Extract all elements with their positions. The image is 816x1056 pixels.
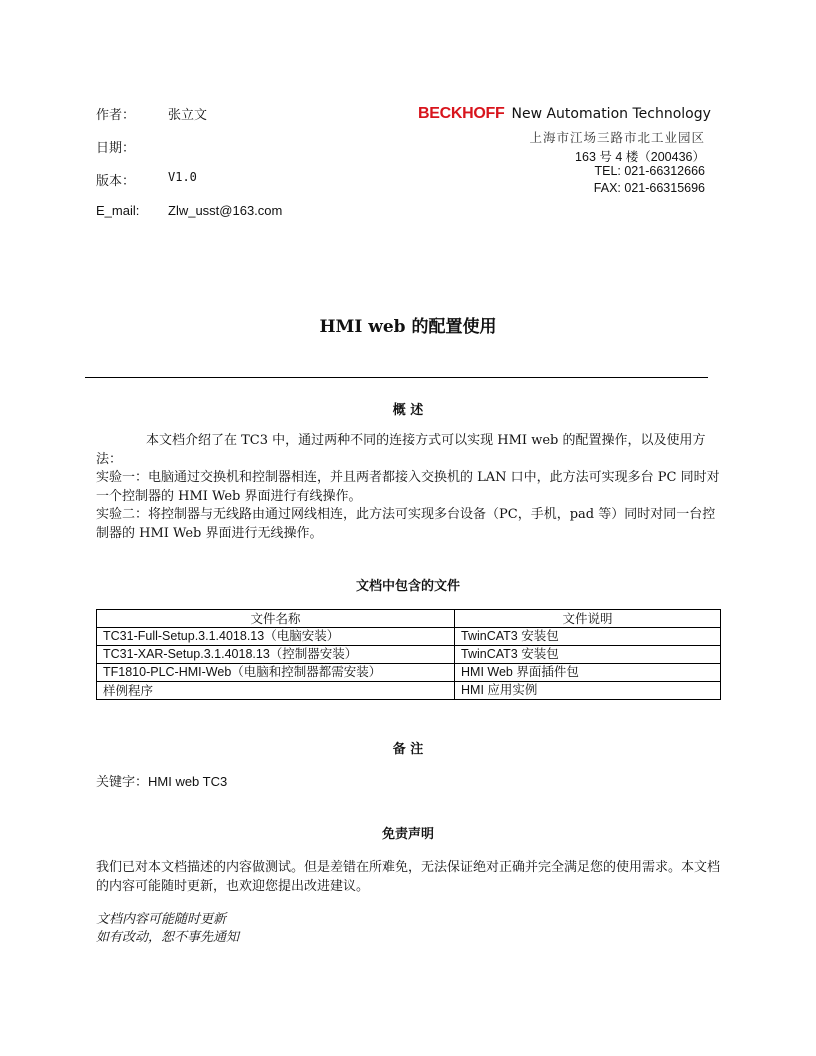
files-table xyxy=(96,609,721,700)
address-line-1: 上海市江场三路市北工业园区 xyxy=(529,130,705,145)
disclaimer-text: 我们已对本文档描述的内容做测试。但是差错在所难免，无法保证绝对正确并完全满足您的使用需求。本文档的内容可能随时更新，也欢迎您提出改进建议。 xyxy=(96,860,721,894)
title-divider xyxy=(85,377,708,378)
disclaimer-italic-2: 如有改动，恕不事先通知 xyxy=(96,930,240,945)
company-logo xyxy=(418,103,711,123)
table-header-cell: 文件名称 xyxy=(97,610,455,628)
version-value: V1.0 xyxy=(168,170,197,184)
overview-paragraph-2: 实验一：电脑通过交换机和控制器相连，并且两者都接入交换机的 LAN 口中，此方法可实现多台 PC 同时对一个控制器的 HMI Web 界面进行有线操作。 xyxy=(96,470,720,504)
brand-name: BECKHOFF xyxy=(418,105,505,122)
table-row xyxy=(97,628,721,646)
document-title: HMI web 的配置使用 xyxy=(319,317,497,337)
table-row xyxy=(97,664,721,682)
email-value: Zlw_usst@163.com xyxy=(168,203,283,218)
author-value: 张立文 xyxy=(168,108,208,123)
table-cell: HMI 应用实例 xyxy=(455,682,721,700)
table-cell: HMI Web 界面插件包 xyxy=(455,664,721,682)
table-cell: 样例程序 xyxy=(97,682,455,700)
company-fax: FAX: 021-66315696 xyxy=(593,181,705,195)
table-row xyxy=(97,682,721,700)
address-line-2: 163 号 4 楼（200436） xyxy=(575,150,705,164)
email-label: E_mail: xyxy=(96,203,140,218)
overview-heading: 概 述 xyxy=(392,403,424,418)
date-label: 日期： xyxy=(96,141,136,156)
brand-tagline: New Automation Technology xyxy=(511,106,711,122)
table-header-row xyxy=(97,610,721,628)
files-heading: 文档中包含的文件 xyxy=(355,579,460,594)
table-cell: TwinCAT3 安装包 xyxy=(455,628,721,646)
table-cell: TC31-Full-Setup.3.1.4018.13（电脑安装） xyxy=(97,628,455,646)
company-tel: TEL: 021-66312666 xyxy=(594,164,705,178)
keywords-line: 关键字：HMI web TC3 xyxy=(96,774,228,789)
table-header-cell: 文件说明 xyxy=(455,610,721,628)
notes-heading: 备 注 xyxy=(392,742,424,757)
table-cell: TwinCAT3 安装包 xyxy=(455,646,721,664)
author-label: 作者： xyxy=(96,108,136,123)
disclaimer-italic-1: 文档内容可能随时更新 xyxy=(96,912,227,927)
version-label: 版本： xyxy=(96,174,136,189)
table-cell: TC31-XAR-Setup.3.1.4018.13（控制器安装） xyxy=(97,646,455,664)
overview-paragraph-3: 实验二：将控制器与无线路由通过网线相连，此方法可实现多台设备（PC，手机，pad 等）同时对同一台控制器的 HMI Web 界面进行无线操作。 xyxy=(96,507,716,541)
table-row xyxy=(97,646,721,664)
overview-paragraph-1: 本文档介绍了在 TC3 中，通过两种不同的连接方式可以实现 HMI web 的配置操作，以及使用方法： xyxy=(96,433,706,467)
table-cell: TF1810-PLC-HMI-Web（电脑和控制器都需安装） xyxy=(97,664,455,682)
disclaimer-heading: 免责声明 xyxy=(381,827,434,842)
